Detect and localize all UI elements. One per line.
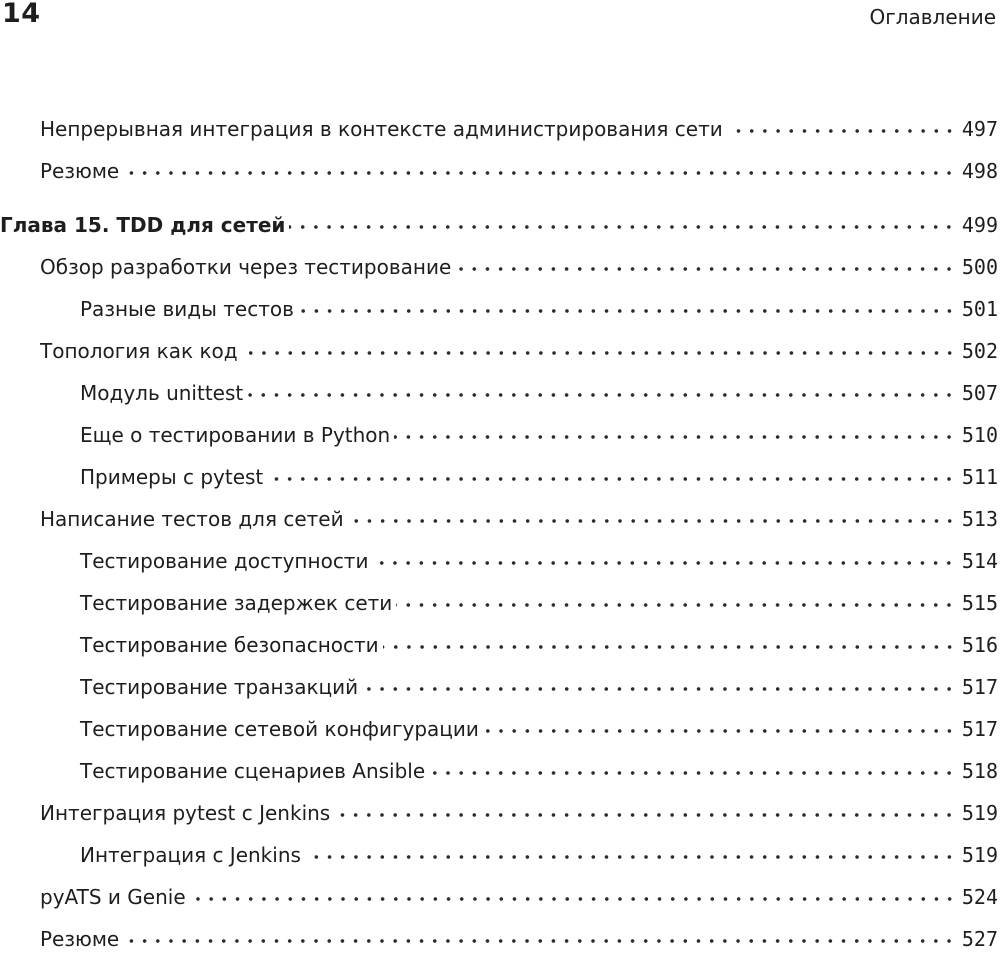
toc-entry-page: 502 — [961, 339, 998, 363]
toc-entry[interactable] — [0, 108, 1000, 150]
toc-entry-title: Интеграция с Jenkins — [80, 843, 301, 867]
dot-leader — [383, 637, 956, 657]
dot-leader — [483, 721, 956, 741]
toc-entry[interactable] — [0, 540, 1000, 582]
toc-entry[interactable] — [0, 834, 1000, 876]
toc-entry-page: 517 — [961, 717, 998, 741]
toc-entry-title: Модуль unittest — [80, 381, 244, 405]
toc-entry[interactable] — [0, 918, 1000, 960]
toc-entry-page: 513 — [961, 507, 998, 531]
toc-entry-title: Разные виды тестов — [80, 297, 294, 321]
toc-entry-page: 514 — [961, 549, 998, 573]
toc-entry-page: 500 — [961, 255, 998, 279]
dot-leader — [362, 679, 956, 699]
dot-leader — [348, 511, 956, 531]
page-number: 14 — [2, 0, 41, 29]
toc-entry-page: 511 — [961, 465, 998, 489]
dot-leader — [123, 163, 956, 183]
toc-entry-page: 498 — [961, 159, 998, 183]
toc-entry[interactable] — [0, 750, 1000, 792]
toc-entry-title: Глава 15. TDD для сетей — [0, 213, 286, 237]
toc-entry-page: 524 — [961, 885, 998, 909]
toc-entry-title: Тестирование транзакций — [80, 675, 359, 699]
toc-entry-page: 510 — [961, 423, 998, 447]
toc-entry-title: Интеграция pytest с Jenkins — [40, 801, 331, 825]
toc-entry[interactable] — [0, 456, 1000, 498]
toc-entry[interactable] — [0, 330, 1000, 372]
toc-entry-page: 515 — [961, 591, 998, 615]
toc-entry-page: 519 — [961, 843, 998, 867]
toc-entry-page: 517 — [961, 675, 998, 699]
dot-leader — [242, 343, 956, 363]
toc-entry-title: Тестирование доступности — [80, 549, 369, 573]
toc-entry-title: Тестирование безопасности — [80, 633, 379, 657]
running-header-title: Оглавление — [869, 5, 996, 29]
toc-entry[interactable] — [0, 624, 1000, 666]
table-of-contents — [0, 108, 1000, 960]
toc-entry-page: 501 — [961, 297, 998, 321]
toc-entry-page: 518 — [961, 759, 998, 783]
toc-entry[interactable] — [0, 372, 1000, 414]
toc-entry[interactable] — [0, 708, 1000, 750]
toc-entry-title: Написание тестов для сетей — [40, 507, 344, 531]
toc-entry-title: Резюме — [40, 927, 120, 951]
toc-entry-title: Топология как код — [40, 339, 238, 363]
toc-entry[interactable] — [0, 288, 1000, 330]
toc-entry-title: Примеры с pytest — [80, 465, 264, 489]
dot-leader — [396, 595, 956, 615]
dot-leader — [190, 889, 956, 909]
toc-entry[interactable] — [0, 498, 1000, 540]
dot-leader — [394, 427, 956, 447]
toc-entry[interactable] — [0, 150, 1000, 192]
dot-leader — [455, 259, 956, 279]
toc-entry[interactable] — [0, 582, 1000, 624]
toc-entry-title: pyATS и Genie — [40, 885, 186, 909]
toc-entry[interactable] — [0, 414, 1000, 456]
toc-entry[interactable] — [0, 876, 1000, 918]
toc-entry-title: Тестирование сценариев Ansible — [80, 759, 426, 783]
toc-entry[interactable] — [0, 666, 1000, 708]
dot-leader — [429, 763, 956, 783]
toc-entry[interactable] — [0, 792, 1000, 834]
toc-entry[interactable] — [0, 246, 1000, 288]
dot-leader — [727, 121, 956, 141]
dot-leader — [305, 847, 956, 867]
dot-leader — [123, 931, 956, 951]
toc-entry-title: Резюме — [40, 159, 120, 183]
toc-entry-title: Обзор разработки через тестирование — [40, 255, 452, 279]
toc-entry-page: 497 — [961, 117, 998, 141]
toc-entry-page: 499 — [961, 213, 998, 237]
toc-chapter-entry[interactable] — [0, 204, 1000, 246]
dot-leader — [267, 469, 956, 489]
toc-entry-page: 519 — [961, 801, 998, 825]
dot-leader — [247, 385, 956, 405]
toc-entry-title: Тестирование сетевой конфигурации — [80, 717, 479, 741]
toc-entry-title: Непрерывная интеграция в контексте администрирования сети — [40, 117, 723, 141]
dot-leader — [372, 553, 955, 573]
dot-leader — [334, 805, 956, 825]
toc-entry-page: 507 — [961, 381, 998, 405]
toc-entry-title: Еще о тестировании в Python — [80, 423, 391, 447]
dot-leader — [289, 217, 955, 237]
dot-leader — [298, 301, 956, 321]
toc-entry-page: 516 — [961, 633, 998, 657]
toc-entry-page: 527 — [961, 927, 998, 951]
toc-entry-title: Тестирование задержек сети — [80, 591, 393, 615]
